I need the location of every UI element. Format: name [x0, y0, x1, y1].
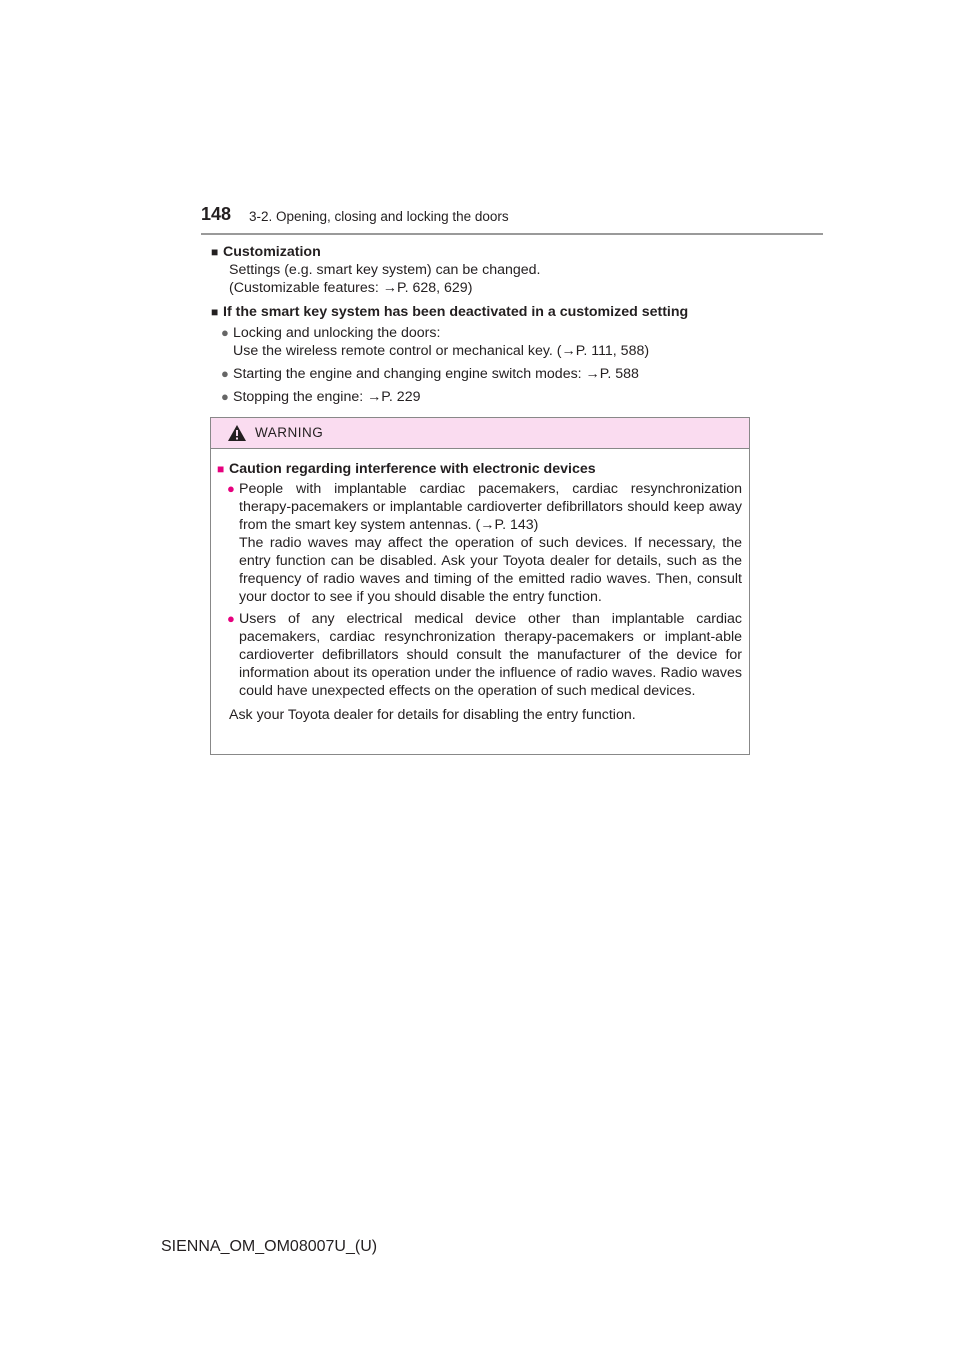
list-item — [221, 365, 751, 383]
warning-body — [211, 449, 749, 724]
warning-heading — [217, 460, 742, 478]
section-title: 3-2. Opening, closing and locking the doors — [249, 209, 509, 224]
warning-bullet-continuation: The radio waves may affect the operation of such devices. If necessary, the entry function can be disabled. Ask your Toyota dealer for details, such as the frequency of radio waves and timing of the emitted radio waves. Then, consult your doctor to see if you should disable the entry function. — [239, 535, 742, 605]
bullet-text: Use the wireless remote control or mechanical key. (→P. 111, 588) — [233, 343, 650, 359]
circle-bullet-icon: ● — [221, 325, 229, 340]
list-item — [227, 610, 742, 700]
deactivated-heading — [211, 303, 751, 321]
warning-label: WARNING — [255, 425, 324, 440]
warning-bullet-text: Users of any electrical medical device other than implantable cardiac pacemakers, cardiac resynchronization therapy-pacemakers or implant-able cardioverter defibrillators should consult the manufacturer of the device for information about its operation under the influence of radio waves. Radio waves could have unexpected effects on the operation of such medical devices. — [239, 611, 742, 699]
warning-box — [210, 417, 750, 755]
square-marker-icon: ■ — [211, 245, 219, 259]
circle-bullet-icon: ● — [227, 481, 235, 496]
doc-id: SIENNA_OM_OM08007U_(U) — [161, 1238, 378, 1255]
square-marker-icon: ■ — [217, 462, 225, 476]
list-item — [221, 324, 751, 360]
customization-line2: (Customizable features: →P. 628, 629) — [229, 280, 473, 296]
bullet-text: Stopping the engine: →P. 229 — [233, 389, 421, 405]
customization-heading — [211, 243, 751, 261]
warning-triangle-icon — [227, 424, 247, 442]
main-content — [211, 243, 751, 410]
circle-bullet-icon: ● — [221, 366, 229, 381]
page-number: 148 — [201, 204, 232, 224]
customization-section — [211, 243, 751, 297]
list-item — [227, 480, 742, 606]
list-item — [221, 388, 751, 406]
warning-header — [211, 418, 749, 449]
customization-line1: Settings (e.g. smart key system) can be changed. — [229, 262, 541, 278]
deactivated-heading-text: If the smart key system has been deactivated in a customized setting — [223, 304, 689, 320]
circle-bullet-icon: ● — [221, 389, 229, 404]
warning-bullet-text: People with implantable cardiac pacemakers, cardiac resynchronization therapy-pacemakers or implantable cardioverter defibrillators should keep away from the smart key system antennas. (→P. 143) — [239, 481, 742, 533]
deactivated-section — [211, 303, 751, 406]
customization-heading-text: Customization — [223, 244, 321, 260]
warning-closing: Ask your Toyota dealer for details for disabling the entry function. — [229, 707, 636, 723]
circle-bullet-icon: ● — [227, 611, 235, 626]
bullet-text: Starting the engine and changing engine switch modes: →P. 588 — [233, 366, 639, 382]
bullet-text: Locking and unlocking the doors: — [233, 325, 441, 341]
page-header — [201, 203, 823, 235]
warning-heading-text: Caution regarding interference with electronic devices — [229, 461, 596, 477]
square-marker-icon: ■ — [211, 305, 219, 319]
